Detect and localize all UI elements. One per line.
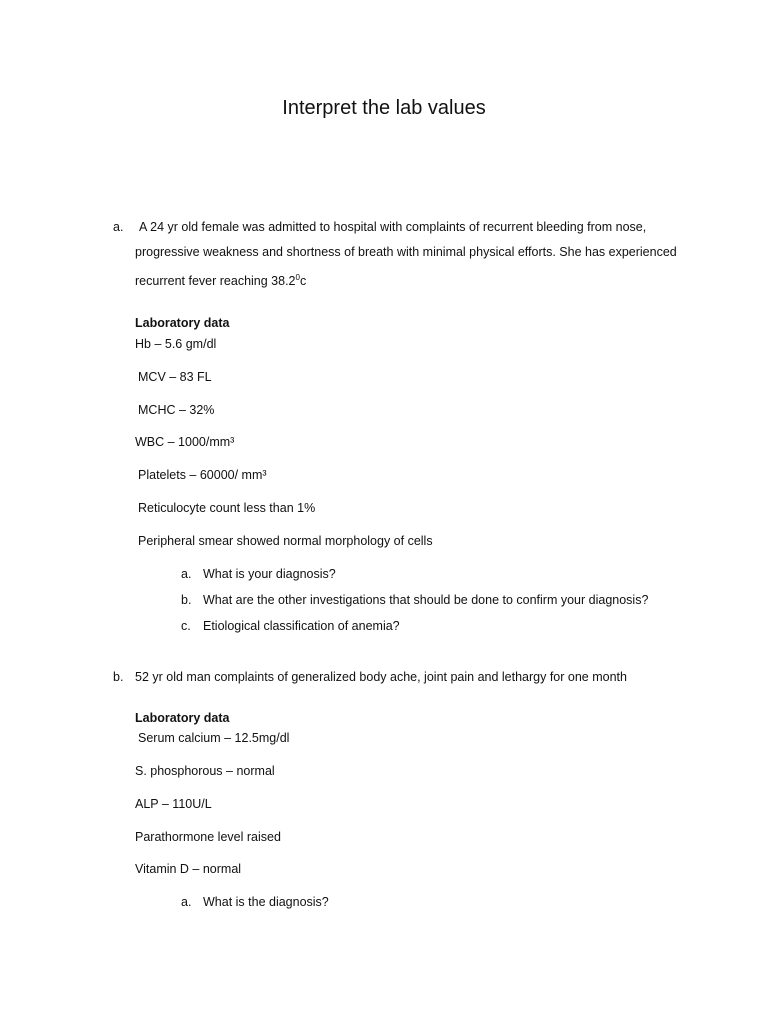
case-b-paragraph: 52 yr old man complaints of generalized body ache, joint pain and lethargy for one month xyxy=(135,670,627,684)
case-a-lab-wbc: WBC – 1000/mm³ xyxy=(135,435,235,449)
case-a-lab-platelets: Platelets – 60000/ mm³ xyxy=(138,468,267,482)
case-a-marker: a. xyxy=(113,220,124,234)
case-b-lab-phosphorous: S. phosphorous – normal xyxy=(135,764,275,778)
temperature-unit: c xyxy=(299,274,307,289)
case-b-lab-parathormone: Parathormone level raised xyxy=(135,830,281,844)
case-b-marker: b. xyxy=(113,670,124,684)
case-a-lab-heading: Laboratory data xyxy=(135,316,230,330)
case-b-lab-heading: Laboratory data xyxy=(135,711,230,725)
case-a-lab-mchc: MCHC – 32% xyxy=(138,403,215,417)
case-a-line-2: progressive weakness and shortness of breath with minimal physical efforts. She has experienced xyxy=(135,245,677,259)
case-a-question-1-marker: a. xyxy=(181,567,192,581)
case-b-lab-calcium: Serum calcium – 12.5mg/dl xyxy=(138,731,290,745)
case-a-question-3-marker: c. xyxy=(181,619,191,633)
case-a-lab-reticulocyte: Reticulocyte count less than 1% xyxy=(138,501,316,515)
case-b-question-1: What is the diagnosis? xyxy=(203,895,329,909)
case-a-line-1: A 24 yr old female was admitted to hospital with complaints of recurrent bleeding from nose, xyxy=(139,220,647,234)
case-a-question-1: What is your diagnosis? xyxy=(203,567,336,581)
case-a-question-3: Etiological classification of anemia? xyxy=(203,619,400,633)
case-a-question-2-marker: b. xyxy=(181,593,192,607)
case-a-line-3-text: recurrent fever reaching 38.2 xyxy=(135,274,296,289)
case-b-lab-vitamin-d: Vitamin D – normal xyxy=(135,862,242,876)
case-a-lab-smear: Peripheral smear showed normal morphology of cells xyxy=(138,534,433,548)
page-title: Interpret the lab values xyxy=(282,97,486,119)
case-a-lab-mcv: MCV – 83 FL xyxy=(138,370,212,384)
case-b-question-1-marker: a. xyxy=(181,895,192,909)
case-a-line-3 xyxy=(135,270,306,289)
case-b-lab-alp: ALP – 110U/L xyxy=(135,797,212,811)
temperature-superscript: 0 xyxy=(295,273,300,282)
case-a-question-2: What are the other investigations that should be done to confirm your diagnosis? xyxy=(203,593,649,607)
case-a-lab-hb: Hb – 5.6 gm/dl xyxy=(135,337,217,351)
